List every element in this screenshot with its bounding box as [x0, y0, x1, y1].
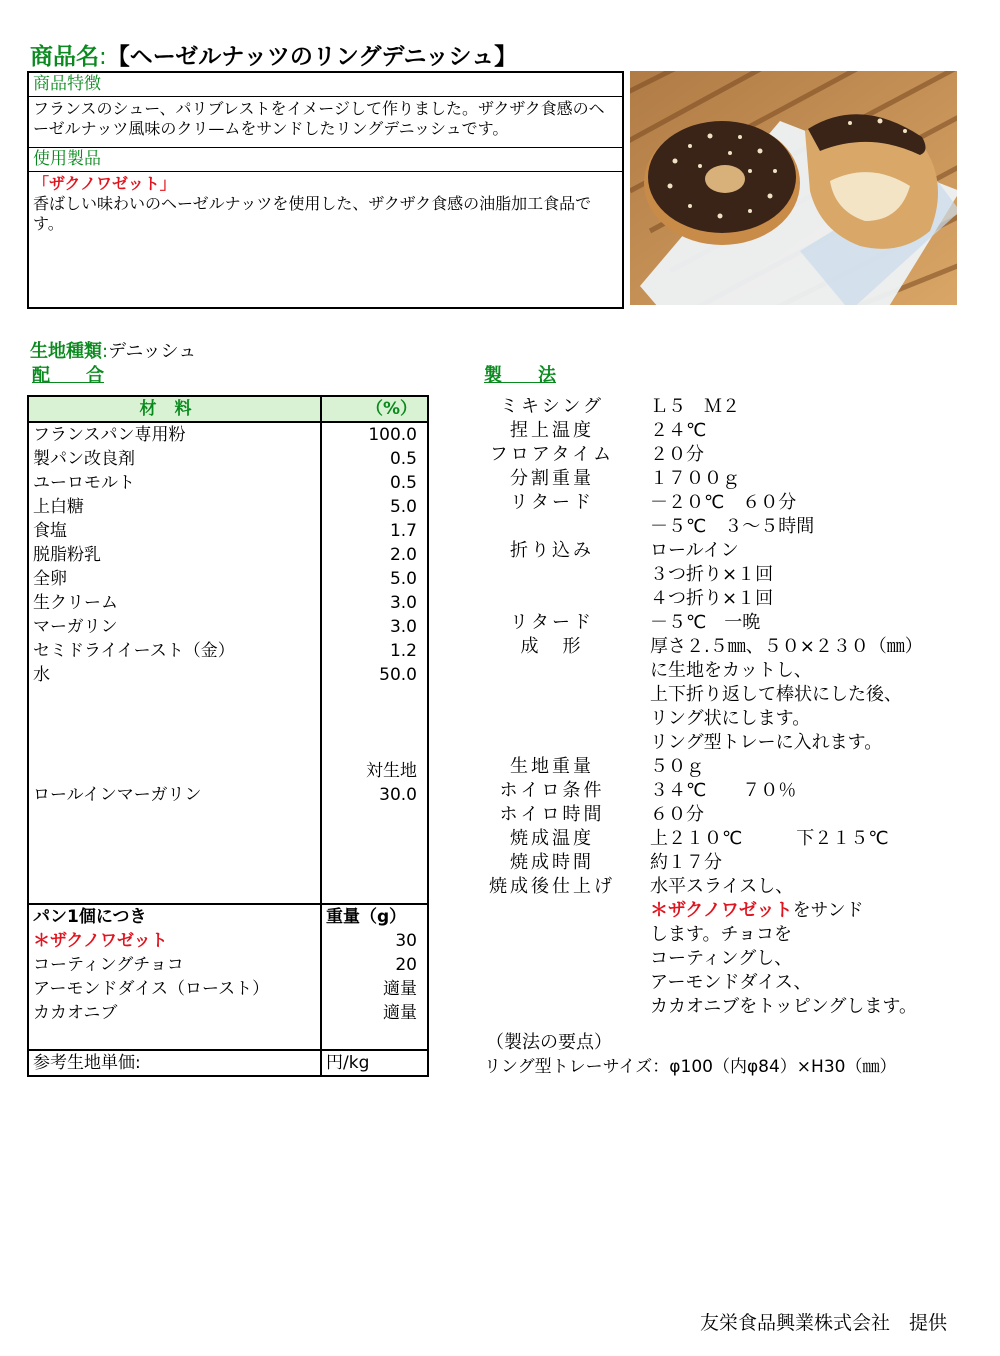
method-step-value: ３つ折り×１回 — [650, 564, 774, 585]
ingredient-row — [28, 519, 428, 543]
method-step — [484, 875, 923, 899]
spacer-row — [28, 735, 428, 759]
method-step-value: 水平スライスし、 — [650, 876, 794, 897]
method-step-value: リング型トレーに入れます。 — [650, 732, 883, 753]
method-step — [484, 731, 923, 755]
ingredient-row-value: 0.5 — [321, 447, 428, 471]
rollin-row — [28, 783, 428, 807]
product-used-name: 「ザクノワゼット」 — [33, 174, 176, 193]
product-name: 【ヘーゼルナッツのリングデニッシュ】 — [106, 44, 518, 70]
ingredient-row-name: 生クリーム — [28, 591, 321, 615]
ingredient-row — [28, 471, 428, 495]
method-step-label: 捏上温度 — [510, 420, 594, 441]
topping-row — [28, 953, 428, 977]
ingredient-row — [28, 663, 428, 687]
table-header-name: 材料 — [28, 396, 321, 422]
ingredient-row — [28, 639, 428, 663]
spacer-row — [28, 1025, 428, 1050]
ingredient-row-name: マーガリン — [28, 615, 321, 639]
method-step-value: １７００ｇ — [650, 468, 740, 489]
method-step-value: ロールイン — [650, 540, 739, 561]
method-step — [484, 683, 923, 707]
topping-row-value: 適量 — [321, 977, 428, 1001]
method-step-value: Ｌ５ Ｍ２ — [650, 396, 740, 417]
method-step-value: 厚さ２.５㎜、５０×２３０（㎜） — [650, 636, 923, 657]
ingredient-row-name: 水 — [28, 663, 321, 687]
description-box — [27, 71, 624, 309]
method-step-label — [484, 707, 620, 731]
ingredient-row — [28, 447, 428, 471]
method-step — [484, 659, 923, 683]
method-step-label: ミキシング — [499, 396, 604, 417]
provider-credit: 友栄食品興業株式会社 提供 — [700, 1312, 948, 1334]
ingredient-row-value: 5.0 — [321, 567, 428, 591]
dough-type-colon: : — [102, 341, 109, 362]
method-step-value: ２４℃ — [650, 420, 707, 441]
finish-product: ＊ザクノワゼット — [650, 900, 793, 921]
method-step — [484, 611, 923, 635]
method-step-label: 生地重量 — [510, 756, 594, 777]
method-step-label: フロアタイム — [489, 444, 615, 465]
method-step-label — [484, 563, 620, 587]
formula-heading: 配 合 — [32, 365, 104, 386]
method-step-label: 焼成時間 — [510, 852, 594, 873]
topping-row-name: ＊ザクノワゼット — [28, 929, 321, 953]
method-step-label — [484, 515, 620, 539]
finish-line-text: します。チョコを — [650, 924, 793, 945]
table-header-value: （%） — [321, 396, 428, 422]
ingredient-row-name: ユーロモルト — [28, 471, 321, 495]
method-step-value: ３４℃ ７０％ — [650, 780, 797, 801]
ingredient-row-name: 全卵 — [28, 567, 321, 591]
finish-line — [484, 971, 923, 995]
points-heading: （製法の要点） — [486, 1032, 612, 1053]
finish-line-text: コーティングし、 — [650, 948, 793, 969]
method-step-label — [484, 659, 620, 683]
product-photo — [630, 71, 957, 305]
ingredient-row — [28, 495, 428, 519]
ingredient-row-value: 0.5 — [321, 471, 428, 495]
topping-row-value: 30 — [321, 929, 428, 953]
dough-type — [30, 337, 196, 363]
ingredient-row-value: 1.2 — [321, 639, 428, 663]
ingredient-row-name: セミドライイースト（金） — [28, 639, 321, 663]
method-step — [484, 779, 923, 803]
price-row-value: 円/kg — [321, 1050, 428, 1076]
dough-type-value: デニッシュ — [108, 341, 197, 362]
ingredient-row-value: 3.0 — [321, 615, 428, 639]
finish-line-text: カカオニブをトッピングします。 — [650, 996, 917, 1017]
per-piece-header-value: 重量（g） — [321, 904, 428, 929]
method-step-value: 上２１０℃ 下２１５℃ — [650, 828, 889, 849]
spacer-row — [28, 687, 428, 711]
method-step-value: ６０分 — [650, 804, 704, 825]
spacer-row — [28, 879, 428, 904]
features-heading: 商品特徴 — [29, 73, 622, 97]
method-step-label: リタード — [510, 612, 594, 633]
topping-row-value: 20 — [321, 953, 428, 977]
finish-line-text: アーモンドダイス、 — [650, 972, 812, 993]
method-step-label — [484, 731, 620, 755]
method-step-value: 上下折り返して棒状にした後、 — [650, 684, 902, 705]
product-heading: 使用製品 — [29, 147, 622, 172]
product-description — [29, 172, 622, 234]
method-step-value: －５℃ 一晩 — [650, 612, 761, 633]
method-step-label: ホイロ時間 — [499, 804, 605, 825]
topping-row-name: カカオニブ — [28, 1001, 321, 1025]
method-step-value: －２０℃ ６０分 — [650, 492, 797, 513]
method-finish-line — [484, 899, 923, 923]
dough-type-label: 生地種類 — [30, 341, 102, 362]
ingredient-row-value: 50.0 — [321, 663, 428, 687]
method-step — [484, 851, 923, 875]
topping-row-value: 適量 — [321, 1001, 428, 1025]
price-row-name: 参考生地単価: — [28, 1050, 321, 1076]
rollin-unit-row — [28, 759, 428, 783]
price-row — [28, 1050, 428, 1076]
method-step — [484, 803, 923, 827]
per-piece-header-name: パン1個につき — [28, 904, 321, 929]
method-step — [484, 443, 923, 467]
method-step-label: 折り込み — [510, 540, 594, 561]
finish-rest: をサンド — [792, 900, 864, 921]
ingredient-row-value: 2.0 — [321, 543, 428, 567]
finish-line — [484, 923, 923, 947]
ingredient-row-value: 3.0 — [321, 591, 428, 615]
method-step-label: 分割重量 — [510, 468, 594, 489]
method-step — [484, 635, 923, 659]
ingredient-row — [28, 543, 428, 567]
per-piece-header — [28, 904, 428, 929]
ingredient-row-name: 上白糖 — [28, 495, 321, 519]
topping-row — [28, 977, 428, 1001]
spacer-row — [28, 831, 428, 855]
method-step — [484, 587, 923, 611]
rollin-unit: 対生地 — [321, 759, 428, 783]
method-step — [484, 827, 923, 851]
method-step-value: に生地をカットし、 — [650, 660, 812, 681]
method-step-label: リタード — [510, 492, 594, 513]
method-step-label: ホイロ条件 — [499, 780, 605, 801]
method-step — [484, 707, 923, 731]
method-step — [484, 491, 923, 515]
spacer-row — [28, 711, 428, 735]
topping-row-name: アーモンドダイス（ロースト） — [28, 977, 321, 1001]
table-header — [28, 396, 428, 422]
finish-line — [484, 995, 923, 1019]
method-step — [484, 563, 923, 587]
topping-row-name: コーティングチョコ — [28, 953, 321, 977]
method-step-value: リング状にします。 — [650, 708, 811, 729]
method-step — [484, 467, 923, 491]
tray-size: リング型トレーサイズ：φ100（内φ84）×H30（㎜） — [484, 1057, 897, 1077]
method-step-label — [484, 683, 620, 707]
ingredient-row-value: 1.7 — [321, 519, 428, 543]
ingredient-row-value: 100.0 — [321, 422, 428, 447]
product-used-text: 香ばしい味わいのヘーゼルナッツを使用した、ザクザク食感の油脂加工食品です。 — [33, 194, 592, 233]
rollin-row-name: ロールインマーガリン — [28, 783, 321, 807]
ingredient-row — [28, 615, 428, 639]
ingredients-table — [27, 395, 429, 1077]
method-step — [484, 419, 923, 443]
method-step-label: 焼成温度 — [510, 828, 594, 849]
method-step — [484, 515, 923, 539]
ingredient-row — [28, 567, 428, 591]
spacer-row — [28, 807, 428, 831]
ingredient-row-name: フランスパン専用粉 — [28, 422, 321, 447]
method-step-value: ２０分 — [650, 444, 704, 465]
method-list — [484, 395, 923, 1079]
rollin-row-value: 30.0 — [321, 783, 428, 807]
method-step-value: ５０ｇ — [650, 756, 704, 777]
method-step-value: 約１７分 — [650, 852, 722, 873]
method-step-label: 成 形 — [520, 636, 584, 657]
ingredient-row-value: 5.0 — [321, 495, 428, 519]
method-step-value: －５℃ ３～５時間 — [650, 516, 815, 537]
finish-line — [484, 947, 923, 971]
topping-row — [28, 1001, 428, 1025]
method-step-value: ４つ折り×１回 — [650, 588, 774, 609]
topping-row — [28, 929, 428, 953]
method-heading: 製 法 — [484, 365, 556, 386]
method-step — [484, 755, 923, 779]
ingredient-row — [28, 591, 428, 615]
ingredient-row-name: 食塩 — [28, 519, 321, 543]
method-step-label — [484, 587, 620, 611]
method-step — [484, 539, 923, 563]
spacer-row — [28, 855, 428, 879]
ingredient-row — [28, 422, 428, 447]
ingredient-row-name: 製パン改良剤 — [28, 447, 321, 471]
ingredient-row-name: 脱脂粉乳 — [28, 543, 321, 567]
method-step-label: 焼成後仕上げ — [489, 876, 615, 897]
features-text: フランスのシュー、パリブレストをイメージして作りました。ザクザク食感のヘーゼルナッツ風味のクリ—ムをサンドしたリングデニッシュです。 — [33, 99, 605, 138]
method-step — [484, 395, 923, 419]
title-label: 商品名 — [30, 44, 99, 70]
page-title — [30, 38, 517, 71]
title-colon: : — [99, 44, 107, 70]
